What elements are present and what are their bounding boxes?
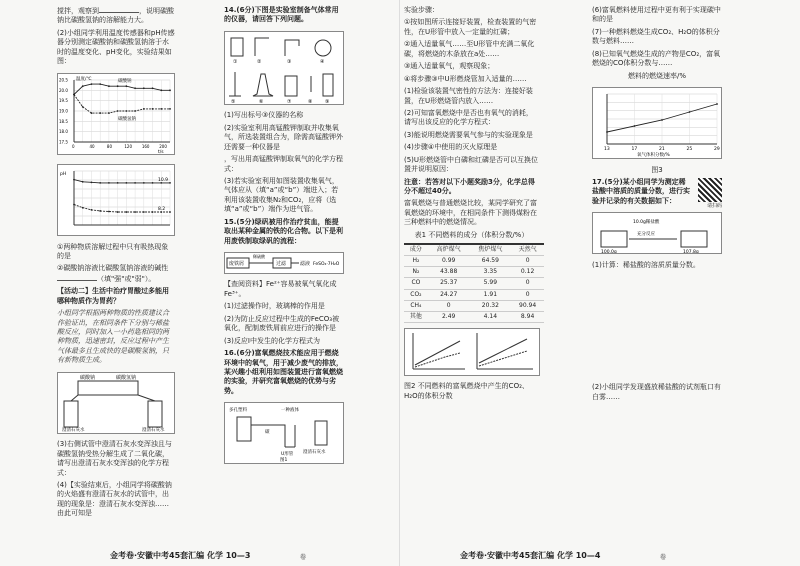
flow-step-5: FeSO₄·7H₂O bbox=[313, 262, 340, 267]
fig17-label-2: 100.0g bbox=[601, 250, 617, 255]
table-row: N₂ 43.88 3.35 0.12 bbox=[404, 267, 544, 278]
step-4: ④将步骤③中U形燃烧管加入适量的…… bbox=[404, 74, 527, 83]
fig-label-limewater-2: 澄清石灰水 bbox=[142, 427, 165, 433]
question-7: (7)一种燃料燃烧生成CO₂、H₂O的体积分数与燃料…… bbox=[592, 27, 720, 46]
instrument-label-7: ⑦ bbox=[287, 98, 292, 105]
flow-step-2: 稀硫酸 bbox=[253, 254, 265, 259]
fig17-experiment bbox=[592, 212, 722, 254]
qr-label: 请扫码 bbox=[706, 202, 722, 209]
data-point bbox=[73, 93, 75, 95]
question-17-1: (1)计算：稀盐酸的溶质质量分数。 bbox=[592, 260, 700, 269]
instrument-label-6: ⑥ bbox=[259, 98, 264, 105]
legend-nahco3: 碳酸氢钠 bbox=[118, 116, 136, 122]
fig17-label-3: 充分反应 bbox=[637, 232, 655, 238]
instrument-label-1: ① bbox=[233, 58, 238, 65]
instrument-label-2: ② bbox=[257, 58, 262, 65]
question-15-1: 【查阅资料】Fe²⁺容易被氧气氧化成Fe³⁺。 bbox=[224, 280, 337, 298]
fig3-chart bbox=[592, 87, 722, 159]
data-point bbox=[82, 207, 84, 209]
series-line bbox=[74, 205, 170, 213]
instrument-label-3: ③ bbox=[287, 58, 292, 65]
data-point bbox=[99, 112, 101, 114]
data-point bbox=[143, 211, 145, 213]
instrument-label-8: ⑧ bbox=[308, 98, 313, 105]
y-tick-label: 19.5 bbox=[59, 97, 68, 103]
table-row: 其他 2.49 4.14 8.94 bbox=[404, 311, 544, 322]
y-tick-label: 19.0 bbox=[59, 108, 68, 114]
data-point bbox=[143, 108, 145, 110]
data-point bbox=[716, 103, 718, 105]
data-point bbox=[117, 85, 119, 87]
ph-axis-label: pH bbox=[60, 172, 67, 178]
data-point bbox=[152, 211, 154, 213]
data-point bbox=[143, 182, 145, 184]
data-point bbox=[125, 85, 127, 87]
table-row: CO 25.37 5.99 0 bbox=[404, 278, 544, 289]
data-point bbox=[91, 182, 93, 184]
data-point bbox=[99, 83, 101, 85]
fig16-label-3: 碳 bbox=[265, 430, 270, 436]
data-point bbox=[108, 211, 110, 213]
bonus-note: 注意：若答对以下小题奖励3分，化学总得分不超过40分。 bbox=[404, 177, 535, 195]
question-8: (8)已知氧气燃烧生成的产物是CO₂，富氧燃烧的CO体积分数与…… bbox=[592, 49, 721, 68]
fig3-x-tick: 13 bbox=[604, 147, 610, 153]
question-2a: ①两种物质溶解过程中只有吸热现象的是 bbox=[57, 242, 169, 260]
question-2b: ②碳酸钠溶液比碳酸氢钠溶液的碱性（填"强"或"弱"）。 bbox=[57, 264, 169, 283]
question-2: (2)小组同学利用温度传感器和pH传感器分别测定碳酸钠和碳酸氢钠溶于水时的温度变化、pH变化，实验结果如图： bbox=[57, 28, 175, 66]
x-axis-label: t/s bbox=[158, 149, 164, 155]
question-16-1: (1)检验该装置气密性的方法为：连接好装置，在U形燃烧管内放入…… bbox=[404, 87, 533, 105]
step-3: ③通入适量氧气，观察现象； bbox=[404, 62, 495, 71]
series-line bbox=[74, 94, 170, 113]
fig17-label-4: 107.8g bbox=[683, 250, 699, 255]
left-footer: 金考卷·安徽中考45套汇编 化学 10—3 bbox=[110, 551, 251, 561]
table-row: 成分 高炉煤气 焦炉煤气 天然气 bbox=[404, 244, 544, 256]
data-point bbox=[661, 119, 663, 121]
table-row: H₂ 0.99 64.59 0 bbox=[404, 256, 544, 267]
lab-instruments-figure bbox=[224, 31, 344, 105]
question-16-5: (5)U形燃烧管中白磷和红磷是否可以互换位置并说明原因： bbox=[404, 155, 539, 174]
y-tick-label: 20.5 bbox=[59, 77, 68, 83]
fig3-x-axis-label: 氧气体积分数/% bbox=[637, 153, 670, 159]
left-column-1 bbox=[57, 6, 175, 522]
fig16-label-1: 多孔塑料 bbox=[229, 408, 247, 414]
question-17: 17.(5分)某小组同学为测定稀盐酸中溶质的质量分数，进行实验并记录的有关数据如下： bbox=[592, 177, 690, 205]
question-14-5: (3)若实验室利用如图装置收集氧气，气体应从（填“a”或“b”）端进入；若利用该装置收集N₂和CO₂，应将（选填“a”或“b”）端作为进气管。 bbox=[224, 176, 339, 214]
x-tick-label: 0 bbox=[72, 143, 75, 149]
data-point bbox=[134, 110, 136, 112]
left-footer-mark: 卷 bbox=[300, 553, 307, 561]
data-point bbox=[160, 89, 162, 91]
fig16-label-5: U形管 bbox=[281, 452, 294, 458]
question-17-block bbox=[592, 177, 722, 209]
data-point bbox=[169, 108, 171, 110]
data-point bbox=[152, 182, 154, 184]
data-point bbox=[125, 110, 127, 112]
fig16-label-6: 图1 bbox=[280, 458, 288, 464]
question-14-1: (1)写出标号③仪器的名称 bbox=[224, 111, 304, 120]
apparatus-figure bbox=[57, 372, 175, 434]
fig-label-nahco3: 碳酸氢钠 bbox=[116, 374, 137, 381]
fig16-label-2: 一种液体 bbox=[281, 408, 299, 414]
question-15-4: (3)反应Ⅰ中发生的化学方程式为 bbox=[224, 336, 320, 345]
data-point bbox=[606, 131, 608, 133]
activity-2-text: 小组同学根据两种物质的性质建议合作验证出，在相同条件下分别与稀盐酸反应，同时加入一小药匙相同的两种物质，迅速密封，反应过程中产生气体最多且生成快的是碳酸氢钠，只有新物质生成。 bbox=[57, 309, 169, 365]
data-point bbox=[82, 181, 84, 183]
x-tick-label: 200 bbox=[159, 143, 167, 149]
steps-title: 实验步骤： bbox=[404, 6, 439, 14]
right-column-2 bbox=[592, 6, 722, 405]
data-point bbox=[82, 106, 84, 108]
fuel-composition-table bbox=[404, 243, 544, 323]
question-15-3: (2)为防止反应过程中生成的FeCO₃被氧化，配制废铁屑前应进行的操作是 bbox=[224, 314, 340, 333]
flow-step-3: 过滤 bbox=[276, 261, 287, 267]
step-1: ①按如图所示连接好装置，检查装置的气密性，在U形管中放入一定量的红磷； bbox=[404, 18, 537, 36]
data-point bbox=[99, 210, 101, 212]
data-point bbox=[91, 83, 93, 85]
ph-value-a: 10.9 bbox=[158, 177, 169, 183]
fig3-label: 图3 bbox=[651, 165, 663, 174]
question-14-2: (2)实验室利用高锰酸钾制取并收集氧气，所选装置组合为，除需高锰酸钾外还需要一种仪器是 bbox=[224, 123, 343, 151]
instrument-label-4: ④ bbox=[320, 58, 325, 65]
y-tick-label: 20.0 bbox=[59, 87, 68, 93]
question-14: 14.(6分)下图是实验室制备气体常用的仪器，请回答下列问题。 bbox=[224, 6, 339, 24]
fig-label-na2co3: 碳酸钠 bbox=[80, 374, 96, 381]
data-point bbox=[108, 112, 110, 114]
qr-code[interactable] bbox=[698, 178, 722, 202]
ph-value-b: 8.2 bbox=[158, 207, 166, 213]
right-footer-mark: 卷 bbox=[660, 553, 667, 561]
x-tick-label: 80 bbox=[106, 143, 113, 149]
data-point bbox=[134, 182, 136, 184]
instrument-label-9: ⑨ bbox=[325, 98, 330, 105]
legend-na2co3: 碳酸钠 bbox=[118, 78, 132, 84]
right-footer: 金考卷·安徽中考45套汇编 化学 10—4 bbox=[460, 551, 601, 561]
left-column-2 bbox=[224, 6, 344, 471]
data-point bbox=[169, 89, 171, 91]
data-point bbox=[134, 87, 136, 89]
intro-text: 搅拌，观察到 ，说明碳酸钠比碳酸氢钠的溶解能力大。 bbox=[57, 7, 174, 25]
fig3-x-tick: 21 bbox=[659, 147, 665, 153]
activity-2-title: 【活动二】生活中治疗胃酸过多能用哪种物质作为胃药？ bbox=[57, 287, 169, 305]
flow-step-4: 滤液 bbox=[300, 261, 311, 267]
fig3-title: 燃料的燃烧速率/% bbox=[627, 71, 686, 80]
temperature-chart bbox=[57, 73, 175, 155]
data-point bbox=[91, 112, 93, 114]
table-row: CH₄ 0 20.32 90.94 bbox=[404, 300, 544, 311]
data-point bbox=[117, 110, 119, 112]
x-tick-label: 40 bbox=[89, 143, 95, 149]
data-point bbox=[73, 179, 75, 181]
data-point bbox=[82, 85, 84, 87]
flow-step-1: 废铁屑 bbox=[229, 261, 245, 267]
question-17-2: (2)小组同学发现盛放稀盐酸的试剂瓶口有白雾…… bbox=[592, 383, 721, 401]
question-16-4: (4)步骤④中使用的灭火原理是 bbox=[404, 143, 498, 152]
y-axis-label: 温度/℃ bbox=[76, 76, 92, 82]
y-tick-label: 17.5 bbox=[59, 139, 68, 145]
oxygen-combustion-figure bbox=[224, 402, 344, 464]
question-15: 15.(5分)绿矾被用作治疗贫血，能提取出某种金属的铁的化合物。以下是利用废铁制取绿矾的流程： bbox=[224, 217, 343, 245]
fig17-label-1: 10.0g稀盐酸 bbox=[633, 220, 660, 226]
question-16-2: (2)可知富氧燃烧中是否也有氧气的消耗，请写出该反应的化学方程式： bbox=[404, 108, 533, 127]
step-2: ②通入适量氧气……至U形管中充满二氧化碳，将燃烧的木条放在a处…… bbox=[404, 40, 535, 58]
fig3-x-tick: 25 bbox=[686, 147, 693, 153]
answer-space bbox=[592, 273, 722, 383]
data-point bbox=[160, 108, 162, 110]
question-6: (6)富氧燃料使用过程中更有利于实现碳中和的是 bbox=[592, 6, 721, 24]
data-point bbox=[634, 125, 636, 127]
data-point bbox=[108, 182, 110, 184]
series-line bbox=[74, 84, 170, 94]
question-15-2: (1)过滤操作时，玻璃棒的作用是 bbox=[224, 302, 325, 311]
data-point bbox=[125, 182, 127, 184]
fig2-chart bbox=[404, 328, 540, 376]
table-row: CO₂ 24.27 1.91 0 bbox=[404, 289, 544, 300]
data-point bbox=[134, 211, 136, 213]
instrument-label-5: ⑤ bbox=[231, 98, 236, 105]
data-point bbox=[152, 108, 154, 110]
fig2-caption: 图2 不同燃料的富氧燃烧中产生的CO₂、H₂O的体积分数 bbox=[404, 382, 529, 400]
table-title: 表1 不同燃料的成分（体积分数/%） bbox=[414, 230, 529, 239]
question-16: 16.(6分)富氧燃烧技术能应用于燃烧环境中的氧气，用于减少废气的排放，某兴趣小组利用如图装置进行富氧燃烧的实验，并研究富氧燃烧的优势与劣势。 bbox=[224, 349, 343, 395]
y-tick-label: 18.5 bbox=[59, 118, 68, 124]
x-tick-label: 120 bbox=[124, 143, 133, 149]
fig-label-limewater-1: 澄清石灰水 bbox=[62, 427, 85, 433]
data-point bbox=[73, 204, 75, 206]
fig16-label-4: 澄清石灰水 bbox=[303, 450, 326, 456]
data-point bbox=[91, 209, 93, 211]
data-point bbox=[169, 211, 171, 213]
question-14-4: ，写出用高锰酸钾制取氧气的化学方程式： bbox=[224, 155, 343, 173]
fig3-x-tick: 17 bbox=[631, 147, 638, 153]
x-tick-label: 160 bbox=[141, 143, 150, 149]
fig3-x-tick: 29 bbox=[714, 147, 720, 153]
data-point bbox=[125, 211, 127, 213]
data-point bbox=[99, 182, 101, 184]
y-tick-label: 18.0 bbox=[59, 128, 68, 134]
question-16-6: 富氧燃烧与普通燃烧比较，某同学研究了富氧燃烧的环境中，在相同条件下测得煤粉在三种燃料中的燃烧情况。 bbox=[404, 199, 537, 227]
data-point bbox=[152, 87, 154, 89]
question-16-3: (3)能说明燃烧需要氧气参与的实验现象是 bbox=[404, 130, 533, 139]
data-point bbox=[117, 182, 119, 184]
data-point bbox=[169, 182, 171, 184]
data-point bbox=[117, 211, 119, 213]
right-page bbox=[400, 0, 800, 566]
data-point bbox=[689, 111, 691, 113]
question-3: (3)右侧试管中澄清石灰水变浑浊且与碳酸氢钠受热分解生成了二氧化碳，请写出澄清石灰水变浑浊的化学方程式： bbox=[57, 440, 172, 477]
question-4: (4)【实验结束后，小组同学将碳酸钠的火焰盛有澄清石灰水的试管中，出现的现象是：澄清石灰水变浑浊……由此可知是 bbox=[57, 480, 172, 518]
data-point bbox=[108, 85, 110, 87]
ph-chart bbox=[57, 164, 175, 236]
flow-chart bbox=[224, 252, 344, 274]
right-column-1 bbox=[404, 6, 539, 404]
data-point bbox=[143, 87, 145, 89]
